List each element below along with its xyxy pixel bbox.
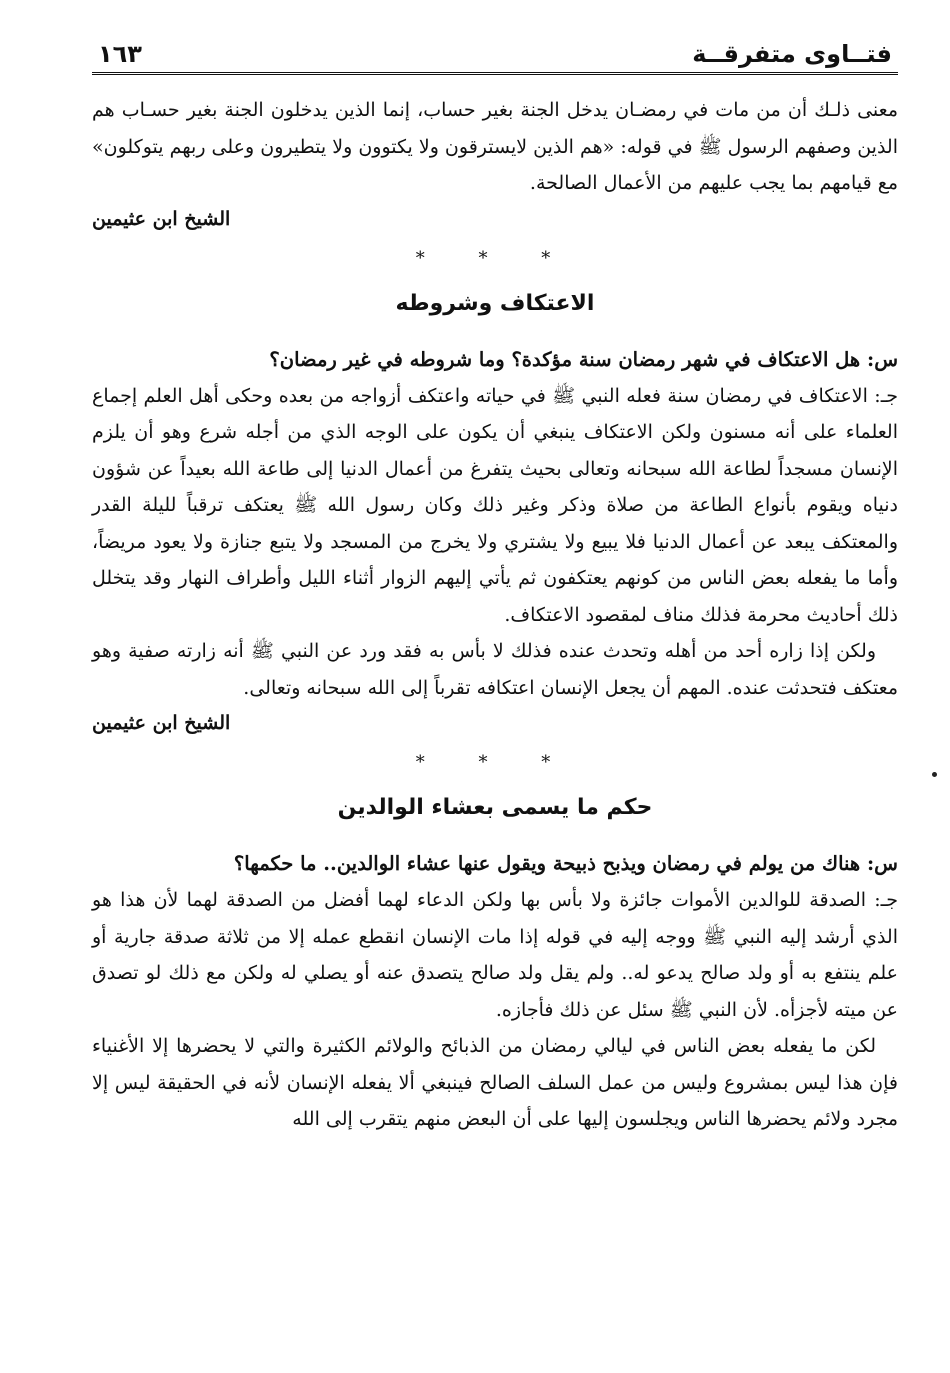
section-title-itikaf: الاعتكاف وشروطه (395, 290, 595, 316)
answer-itikaf: جـ: الاعتكاف في رمضان سنة فعله النبي ﷺ في حياته واعتكف أزواجه من بعده وحكى أهل العلم إجماع العلماء على أنه مسنون ولكن الاعتكاف ينبغي أن يكون على الوجه الذي من أجله شرع وهو أن يلزم الإنسان مسجداً لطاعة الله سبحانه وتعالى بحيث يتفرغ من أعمال الدنيا إلى طاعة الله بعيداً عن شؤون دنياه ويقوم بأنواع الطاعة من صلاة وذكر وغير ذلك وكان رسول الله ﷺ يعتكف ترقباً لليلة القدر والمعتكف يبعد عن أعمال الدنيا فلا يبيع ولا يشتري ولا يخرج من المسجد ولا يتبع جنازة ولا يعود مريضاً، وأما ما يفعله بعض الناس من كونهم يعتكفون ثم يأتي إليهم الزوار أثناء الليل وأطراف النهار وقد يتخلل ذلك أحاديث محرمة فذلك مناف لمقصود الاعتكاف. (92, 384, 898, 626)
intro-paragraph: معنى ذلـك أن من مات في رمضـان يدخل الجنة بغير حساب، إنما الذين يدخلون الجنة بغير حسـاب هم الذين وصفهم الرسول ﷺ في قوله: «هم الذين لايسترقون ولا يكتوون ولا يتطيرون وعلى ربهم يتوكلون» مع قيامهم بما يجب عليهم من الأعمال الصالحة. (92, 99, 898, 194)
intro-signature: الشيخ ابن عثيمين (92, 207, 231, 230)
book-page (92, 28, 898, 1138)
section-separator-2: * * * (415, 752, 575, 773)
page-number: ١٦٣ (98, 40, 142, 68)
question-parents-dinner: س: هناك من يولم في رمضان ويذبح ذبيحة ويقول عنها عشاء الوالدين.. ما حكمها؟ (233, 852, 898, 875)
answer-itikaf-continuation: ولكن إذا زاره أحد من أهله وتحدث عنده فذلك لا بأس به فقد ورد عن النبي ﷺ أنه زارته صفية وهو معتكف فتحدثت عنده. المهم أن يجعل الإنسان اعتكافه تقرباً إلى الله سبحانه وتعالى. (92, 640, 898, 699)
margin-mark (932, 772, 937, 777)
section-title-parents-dinner: حكم ما يسمى بعشاء الوالدين (337, 795, 653, 820)
question-itikaf: س: هل الاعتكاف في شهر رمضان سنة مؤكدة؟ وما شروطه في غير رمضان؟ (269, 347, 898, 371)
header-rule (92, 72, 898, 78)
answer-parents-dinner: جـ: الصدقة للوالدين الأموات جائزة ولا بأس بها ولكن الدعاء لهما أفضل من الصدقة لهما لأن هذا هو الذي أرشد إليه النبي ﷺ ووجه إليه في قوله إذا مات الإنسان انقطع عمله إلا من ثلاثة صدقة جارية أو علم ينتفع به أو ولد صالح يدعو له.. ولم يقل ولد صالح يتصدق عنه أو يصلي له ولكن مع ذلك لو تصدق عن ميته لأجزأه. لأن النبي ﷺ سئل عن ذلك فأجازه. (92, 889, 898, 1021)
running-title: فتــاوى متفرقــة (692, 40, 892, 68)
section-separator: * * * (415, 247, 575, 269)
answer-parents-dinner-continuation: لكن ما يفعله بعض الناس في ليالي رمضان من الذبائح والولائم الكثيرة والتي لا يحضرها إلا الأغنياء فإن هذا ليس بمشروع وليس من عمل السلف الصالح فينبغي ألا يفعله الإنسان لأنه في الحقيقة ليس إلا مجرد ولائم يحضرها الناس ويجلسون إليها على أن البعض منهم يتقرب إلى الله (92, 1035, 898, 1130)
page-header (92, 28, 898, 68)
itikaf-signature: الشيخ ابن عثيمين (92, 712, 231, 734)
